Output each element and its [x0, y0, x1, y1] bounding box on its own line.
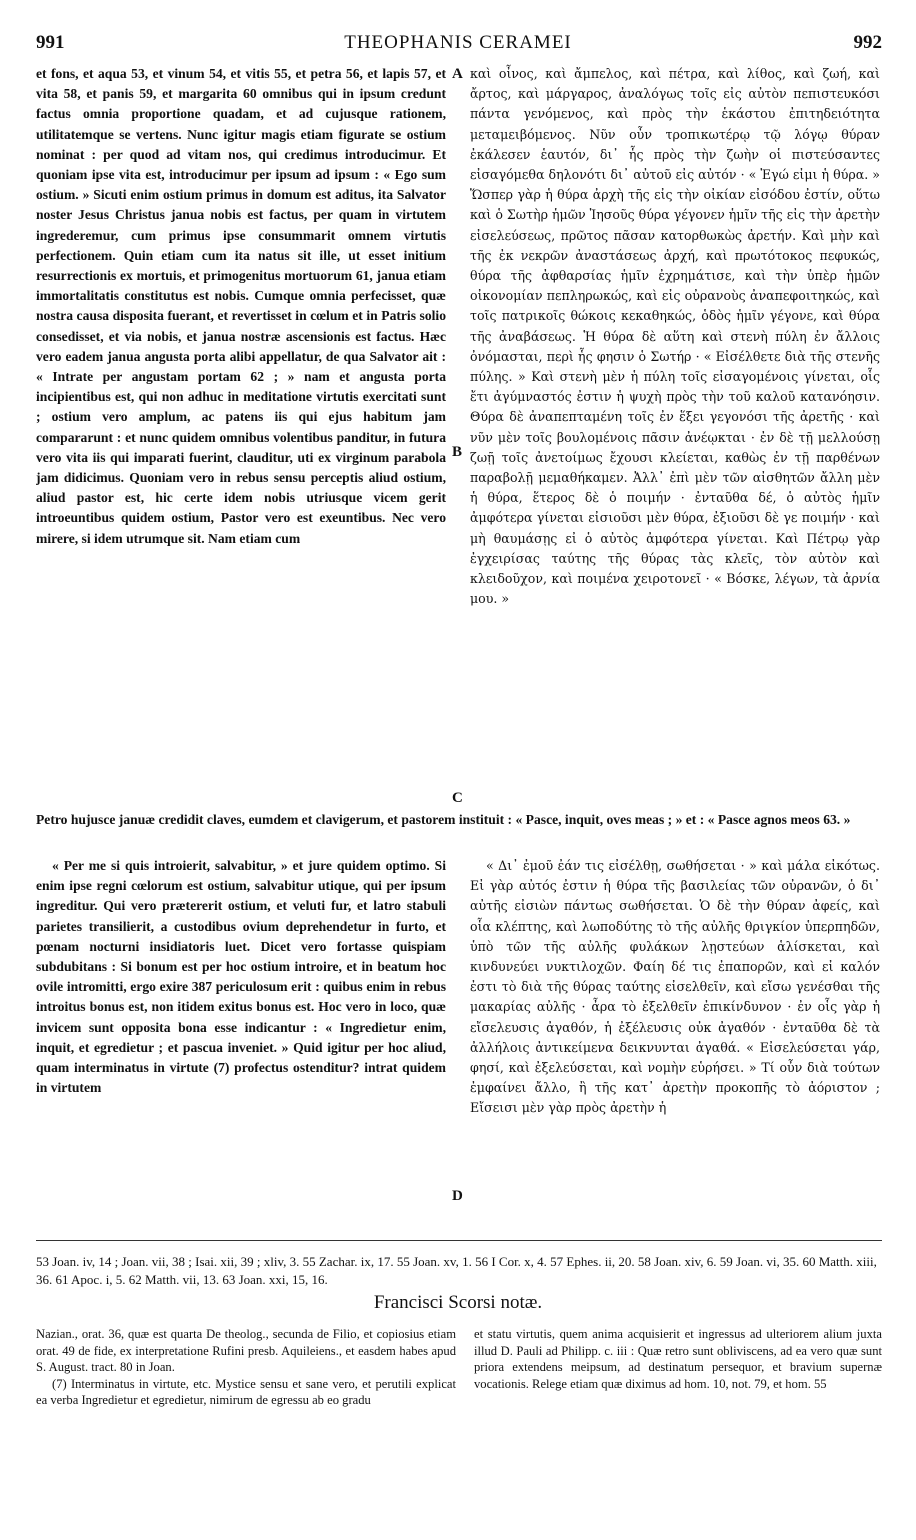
latin-column-upper [36, 64, 446, 808]
latin-span-text: Petro hujusce januæ credidit claves, eumdem et clavigerum, et pastorem instituit : « Pasce, inquit, oves meas ; » et : « Pasce agnos meos 63. » [36, 812, 851, 827]
running-title: THEOPHANIS CERAMEI [344, 32, 572, 53]
greek-paragraph-1: καὶ οἶνος, καὶ ἄμπελος, καὶ πέτρα, καὶ λίθος, καὶ ζωή, καὶ ἄρτος, καὶ μάργαρος, ἀναλόγως τοῖς εἰς αὐτὸν πεπιστευκόσι πάντα γενόμενος, καὶ πρὸς τὴν ἑκάστου ἐπιτηδειότητα μεταμειβόμενος. Νῦν οὖν τροπικωτέρῳ τῷ λόγῳ θύραν ἐκάλεσεν ἑαυτόν, δι᾿ ἧς πρὸς τὴν ζωὴν οἱ πιστεύσαντες εἰσαγόμεθα δηλονότι δι᾿ αὐτοῦ εἰς αὐτόν · « Ἐγώ εἰμι ἡ θύρα. » Ὥσπερ γὰρ ἡ θύρα ἀρχὴ τῆς εἰς τὴν οἰκίαν εἰσόδου ἐστίν, οὕτω καὶ ὁ Σωτὴρ ἡμῶν Ἰησοῦς θύρα γέγονεν ἡμῖν τῆς εἰς τὴν ἀρετὴν εἰσελεύσεως, πρῶτος πᾶσαν κατορθωκὼς ἀρετήν. Καὶ μὴν καὶ τῆς ἐκ νεκρῶν ἀναστάσεως ἀρχή, καὶ πρωτότοκος πεφυκώς, θύρα τῆς ἀφθαρσίας ἡμῖν ἐχρημάτισε, καὶ τὴν ὑπὲρ ἡμῶν οἰκονομίαν πεπληρωκώς, καὶ εἰς οὐρανοὺς ἀναπεφοιτηκώς, καὶ τοῖς πατρικοῖς θώκοις κεκαθηκώς, ὁδὸς ἡμῖν γέγονε, καὶ θύρα τῆς ἀναβάσεως. Ἡ θύρα δὲ αὕτη καὶ στενὴ πύλη ἐν ἄλλοις ὀνόμασται, περὶ ἧς φησιν ὁ Σωτήρ · « Εἰσέλθετε διὰ τῆς στενῆς πύλης. » Καὶ στενὴ μὲν ἡ πύλη τοῖς εἰσαγομένοις γίνεται, οἷς ἔτι ἀγύμναστός ἐστιν ἡ ψυχὴ πρὸς τὴν τοῦ καλοῦ κατανόησιν. Θύρα δὲ ἀναπεπταμένη τοῖς ἐν ἕξει γεγονόσι τῆς ἀρετῆς · καὶ νῦν μὲν τοῖς βουλομένοις πᾶσιν ἀνέῳκται · ἐν δὲ τῇ μελλούσῃ ζωῇ τοῖς ἀνετοίμως ἔχουσι κλείεται, καθὼς ἐν τῇ παρθένων παραβολῇ μεμαθήκαμεν. Ἀλλ᾿ ἐπὶ μὲν τῶν αἰσθητῶν ἄλλη μὲν ἡ θύρα, ἕτερος δὲ ὁ ποιμήν · ἐνταῦθα δέ, ὁ αὐτὸς ἡμῖν ἀμφότερα γίνεται εἰσιοῦσι μὲν θύρα, ἐξιοῦσι δὲ γε ποιμήν · καὶ μὴ θαυμάσῃς εἰ ὁ αὐτὸς ἀμφότερα γίνεται. Καὶ Πέτρῳ γὰρ ἐγχειρίσας ταύτης τῆς θύρας τὰς κλεῖς, τὸν αὐτὸν καὶ κλειδοῦχον, καὶ ποιμένα χειροτονεῖ · « Βόσκε, λέγων, τὰ ἀρνία μου. » [470, 66, 880, 607]
greek-paragraph-2: « Δι᾿ ἐμοῦ ἐάν τις εἰσέλθῃ, σωθήσεται · » καὶ μάλα εἰκότως. Εἰ γὰρ αὐτός ἐστιν ἡ θύρα τῆς βασιλείας τῶν οὐρανῶν, ὁ δι᾿ αὐτῆς εἰσιὼν πάντως σωθήσεται. Ὁ δὲ τὴν θύραν ἀφείς, καὶ οἷα κλέπτης, καὶ λωποδύτης τὸ τῆς αὐλῆς θριγκίον ὑπερπηδῶν, ὑπὸ τῶν τῆς αὐλῆς φυλάκων λῃστεύων ἁλίσκεται, καὶ κινδυνεύει νυκτιλοχῶν. Φαίη δέ τις ἐπαπορῶν, καὶ εἰ καλόν ἐστι τὸ διὰ τῆς θύρας ταύτης εἰσελθεῖν, καὶ εἴσω γενέσθαι τῆς μακαρίας αὐλῆς · ἆρα τὸ ἐξελθεῖν ἐπικίνδυνον · ἐν οἷς γὰρ ἡ εἴσελευσις ἀγαθόν, ἡ ἐξέλευσις οὐκ ἀγαθόν · ἐνταῦθα δὲ τὰ ἀλλήλοις ἀντικείμενα δεικνυνται ἀγαθά. « Εἰσελεύσεται γάρ, φησί, καὶ ἐξελεύσεται, καὶ νομὴν εὑρήσει. » Τί οὖν διὰ τούτων ἐμφαίνει ἄλλο, ἢ τῆς κατ᾿ ἀρετὴν προκοπῆς τὸ ἀόριστον ; Εἴσεισι μὲν γὰρ πρὸς ἀρετὴν ἡ [470, 858, 880, 1116]
greek-column-upper [470, 64, 880, 808]
notes-right-paragraph-1: et statu virtutis, quem anima acquisierit et ingressus ad ulteriorem alium juxta illud D. Pauli ad Philipp. c. iii : Quæ retro sunt obliviscens, ad ea vero quæ sunt priora extendens meipsum, ad destinatum persequor, et bravium supernæ vocationis. Relege etiam quæ diximus ad hom. 10, not. 79, et hom. 55 [474, 1327, 882, 1391]
left-page-number: 991 [36, 32, 65, 53]
margin-marker-b: B [452, 444, 463, 460]
notes-right-column [474, 1326, 882, 1466]
footnotes: 53 Joan. iv, 14 ; Joan. vii, 38 ; Isai. xii, 39 ; xliv, 3. 55 Zachar. ix, 17. 55 Joan. xv, 1. 56 I Cor. x, 4. 57 Ephes. ii, 20. 58 Joan. xiv, 6. 59 Joan. vi, 35. 60 Matth. xiii, 36. 61 Apoc. i, 5. 62 Matth. vii, 13. 63 Joan. xxi, 15, 16. [36, 1254, 877, 1287]
latin-column-lower [36, 856, 446, 1214]
notes-title: Francisci Scorsi notæ. [373, 1292, 543, 1313]
margin-marker-c: C [452, 790, 463, 806]
latin-paragraph-1: et fons, et aqua 53, et vinum 54, et vitis 55, et petra 56, et lapis 57, et vita 58, et panis 59, et margarita 60 omnibus qui in ipsum credunt factus omnia proportione quadam, et ad cujusque rationem, utilitatemque se vertens. Nunc igitur magis etiam figurate se ostium nominat : per quod ad vitam nos, qui credimus introducimur. Et quoniam ipse vita est, introducimur per ipsum ad ipsum : « Ego sum ostium. » Sicuti enim ostium primus in domum est aditus, ita Salvator noster Jesus Christus janua nobis est factus, per quam in virtutem ingrederemur, cum primus ipse consummarit omnem virtutis perfectionem. Quin etiam cum ita natus sit ille, ut esset initium resurrectionis ex mortuis, et primogenitus mortuorum 61, janua etiam immortalitatis constitutus est nobis. Cumque omnia perfecisset, quæ nostra causa disposita fuerant, et revertisset in cœlum et in Patris solio consedisset, et via nobis, et janua nostræ ascensionis est factus. Hæc vero eadem janua angusta porta alibi appellatur, de qua Salvator ait : « Intrate per angustam portam 62 ; » nam et angusta porta incipientibus est, qui non adhuc in meditatione virtutis exercitati sunt ; ostium vero amplum, ac patens iis qui ejus habitum jam compararunt : et nunc quidem omnibus volentibus panditur, in futura vero vita iis qui imparati fuerint, clauditur, uti ex virginum parabola jam didicimus. Quoniam vero in rebus sensu perceptis aliud ostium, aliud pastor est, hic certe idem nobis utriusque vicem gerit introeuntibus quidem ostium, Pastor vero est exeuntibus. Nec vero mirere, si idem utrumque sit. Nam etiam cum [36, 66, 446, 546]
margin-marker-a: A [452, 66, 463, 82]
notes-left-paragraph-2: (7) Interminatus in virtute, etc. Mystice sensu et sane vero, et perutili explicat ea verba Ingredietur et egredietur, nimirum de egressu ab eo gradu [36, 1376, 456, 1407]
right-page-number: 992 [853, 32, 882, 53]
latin-paragraph-2: « Per me si quis introierit, salvabitur, » et jure quidem optimo. Si enim ipse regni cœlorum est ostium, salvabitur utique, qui per ipsum ingreditur. Qui vero prætererit ostium, et veluti fur, et latro stabuli parietes transilierit, a custodibus ovium deprehendetur in furto, et pœnam nocturni insidiatoris luet. Dicet vero fortasse quispiam subdubitans : Si bonum est per hoc ostium introire, et in beatum hoc ovile intromitti, ergo exire 387 periculosum erit : quibus enim in rebus introitus bonus est, non itidem exitus bonus est. Hoc vero in loco, quæ invicem sunt opposita bona esse indicantur : « Ingredietur enim, inquit, et egredietur ; et pascua inveniet. » Quid igitur per hoc aliud, quam interminatus in virtute (7) profectus ostenditur? intrat quidem in virtutem [36, 858, 446, 1096]
greek-column-lower [470, 856, 880, 1214]
footnote-divider [36, 1240, 882, 1241]
latin-spanning-lines [36, 810, 882, 854]
notes-left-paragraph-1: Nazian., orat. 36, quæ est quarta De theolog., secunda de Filio, et copiosius etiam orat. 49 de fide, ex interpretatione Rufini presb. Aquileiens., et easdem habes apud S. August. tract. 80 in Joan. [36, 1327, 456, 1374]
margin-marker-d: D [452, 1188, 463, 1204]
notes-left-column [36, 1326, 456, 1466]
